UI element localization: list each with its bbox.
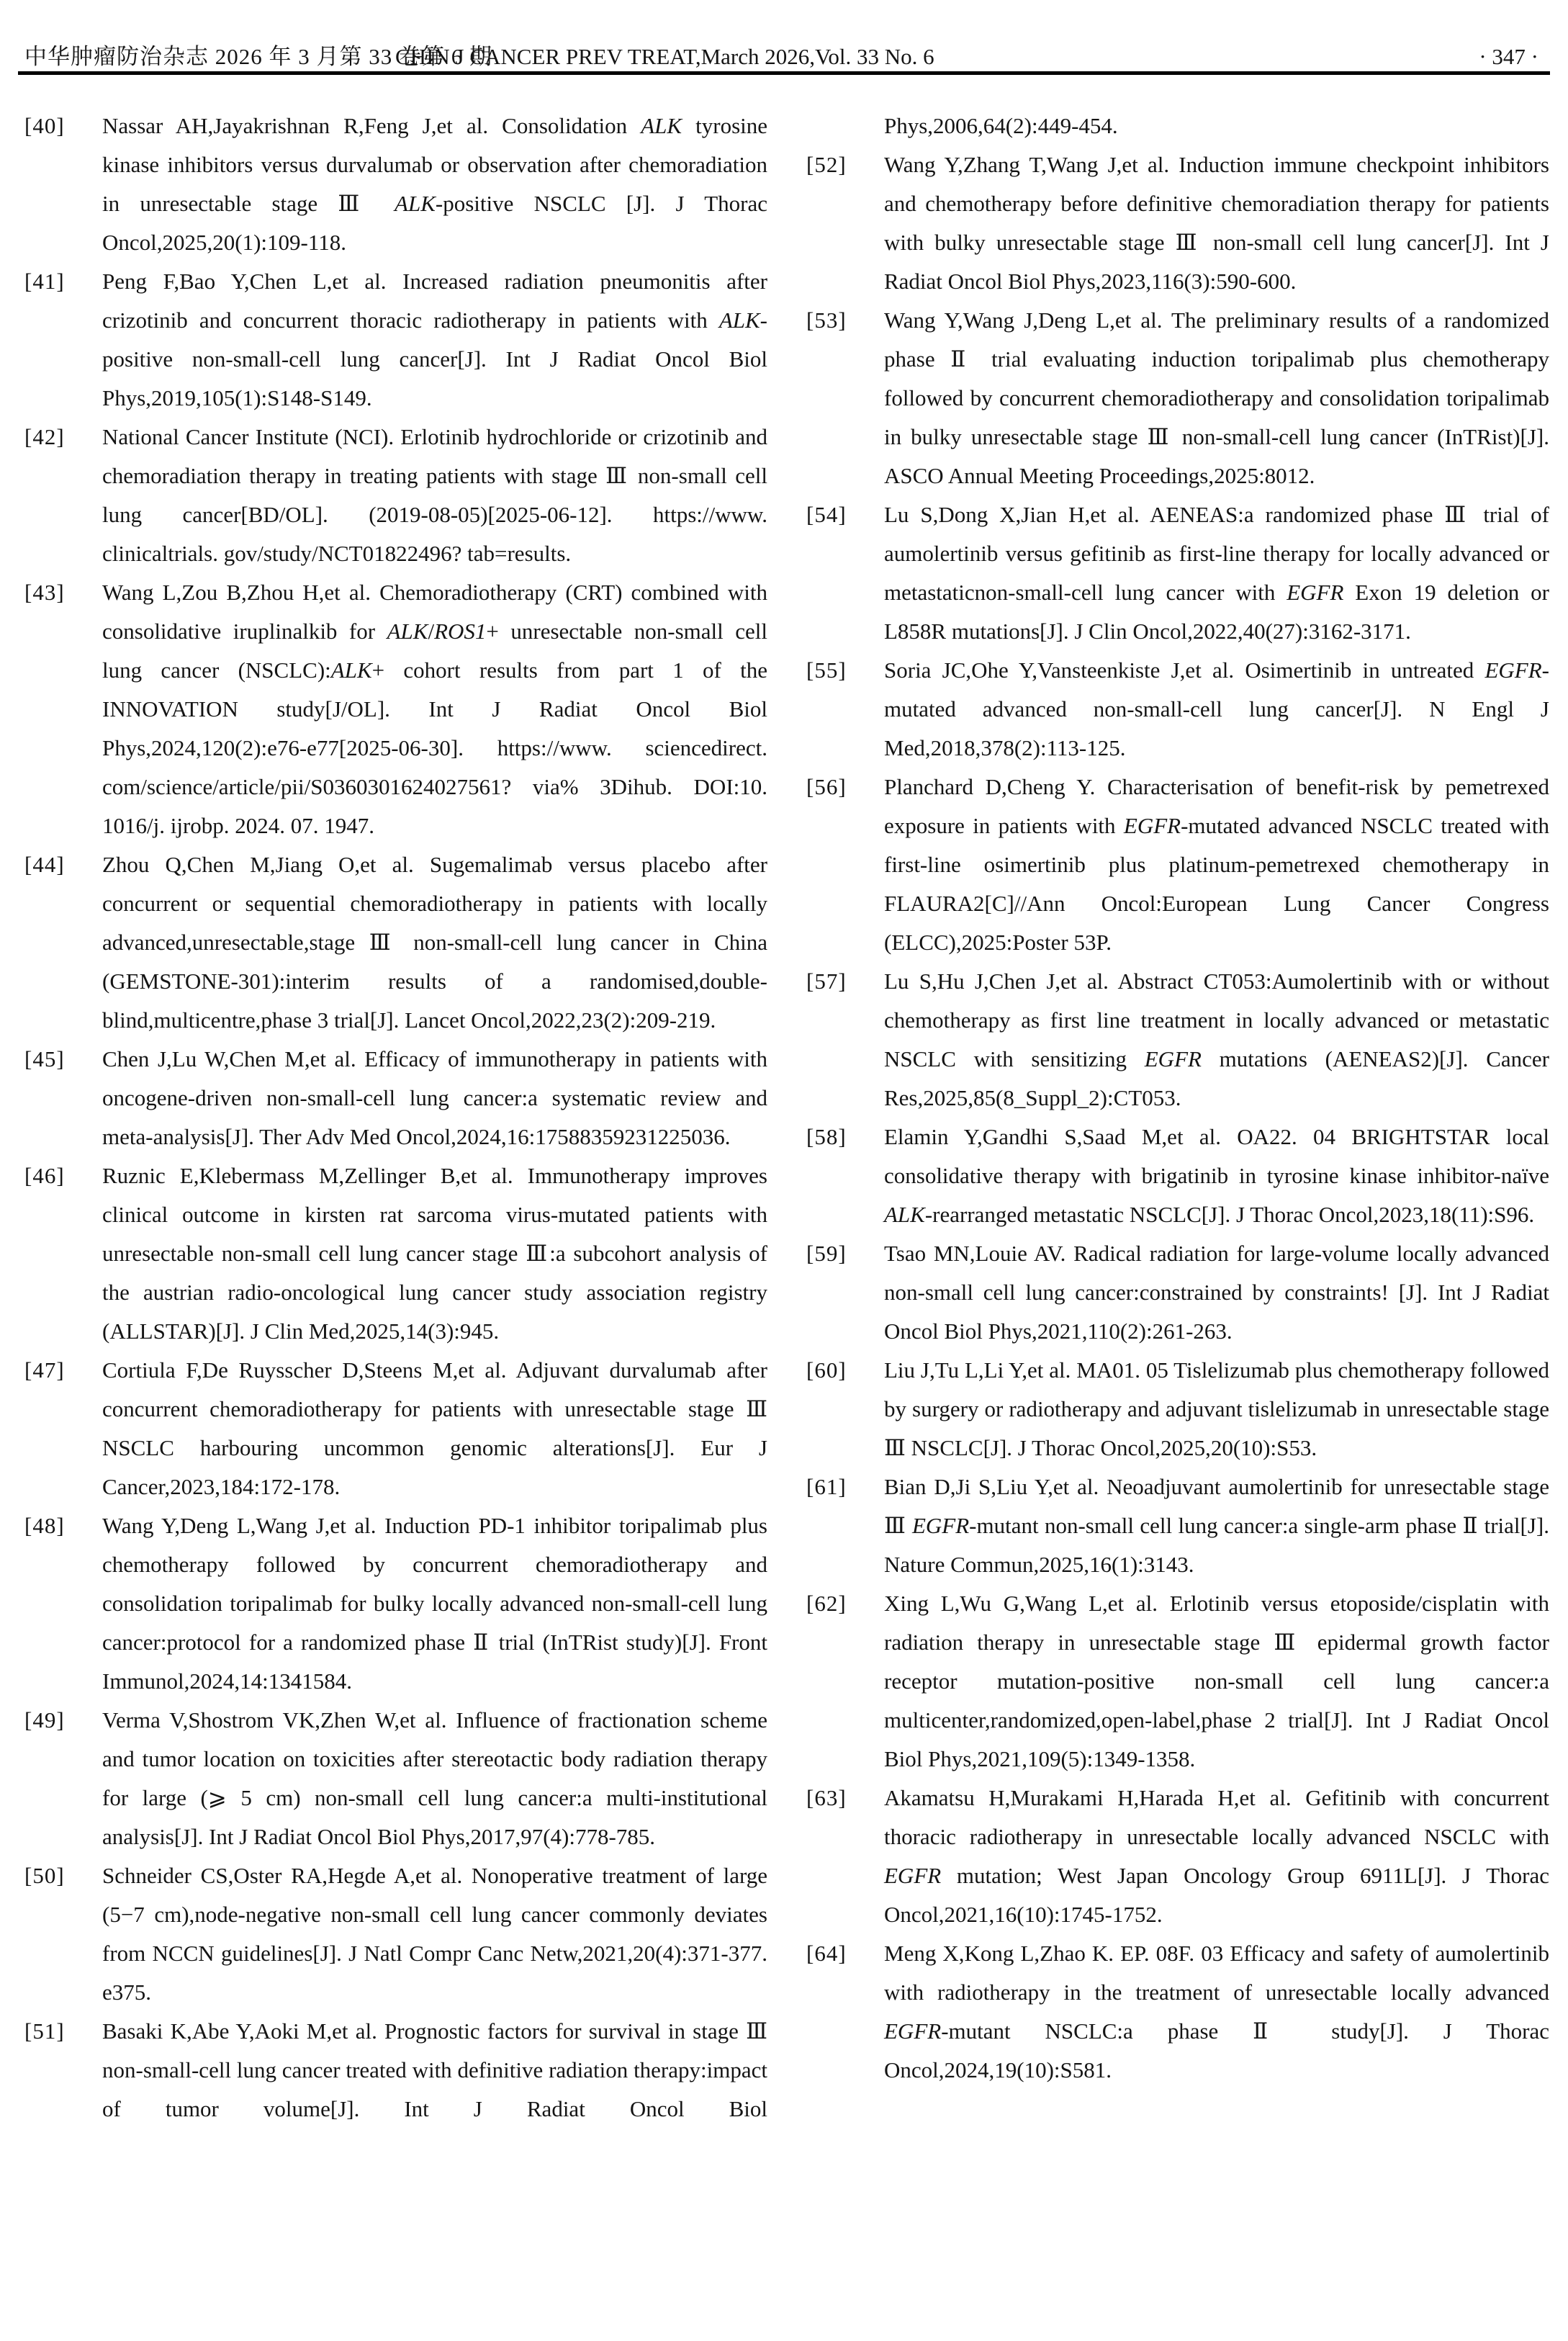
reference-number: [40] (24, 113, 65, 138)
reference-item (24, 1506, 767, 1701)
page-number: · 347 · (1479, 44, 1538, 69)
reference-text: Verma V,Shostrom VK,Zhen W,et al. Influence of fractionation scheme and tumor location on toxicities after stereotactic body radiation therapy for large (⩾ 5 cm) non-small cell lung cancer:a multi-institutional analysis[J]. Int J Radiat Oncol Biol Phys,2017,97(4):778-785. (102, 1707, 767, 1849)
reference-continuation (806, 107, 1549, 145)
reference-text: Peng F,Bao Y,Chen L,et al. Increased radiation pneumonitis after crizotinib and concurrent thoracic radiotherapy in patients with ALK-positive non-small-cell lung cancer[J]. Int J Radiat Oncol Biol Phys,2019,105(1):S148-S149. (102, 269, 767, 410)
reference-number: [52] (806, 152, 847, 177)
reference-item (806, 301, 1549, 495)
reference-number: [46] (24, 1163, 65, 1188)
reference-text: National Cancer Institute (NCI). Erlotinib hydrochloride or crizotinib and chemoradiation therapy in treating patients with stage Ⅲ non-small cell lung cancer[BD/OL]. (2019-08-05)[2025-06-12]. https://www. clinicaltrials. gov/study/NCT01822496? tab=results. (102, 424, 767, 566)
reference-number: [57] (806, 969, 847, 994)
reference-item (24, 1701, 767, 1856)
reference-number: [59] (806, 1241, 847, 1266)
reference-item (24, 1040, 767, 1156)
reference-number: [50] (24, 1863, 65, 1888)
reference-item (24, 573, 767, 845)
reference-item (24, 1856, 767, 2012)
reference-text: Chen J,Lu W,Chen M,et al. Efficacy of immunotherapy in patients with oncogene-driven non-small-cell lung cancer:a systematic review and meta-analysis[J]. Ther Adv Med Oncol,2024,16:17588359231225036. (102, 1046, 767, 1149)
reference-item (806, 1234, 1549, 1351)
reference-item (24, 262, 767, 418)
journal-title-en: CHIN J CANCER PREV TREAT,March 2026,Vol. 33 No. 6 (395, 44, 934, 69)
reference-number: [51] (24, 2018, 65, 2044)
reference-text: Xing L,Wu G,Wang L,et al. Erlotinib versus etoposide/cisplatin with radiation therapy in unresectable stage Ⅲ epidermal growth factor receptor mutation-positive non-small cell lung cancer:a multicenter,randomized,open-label,phase 2 trial[J]. Int J Radiat Oncol Biol Phys,2021,109(5):1349-1358. (884, 1591, 1549, 1771)
reference-text: Wang L,Zou B,Zhou H,et al. Chemoradiotherapy (CRT) combined with consolidative iruplinalkib for ALK/ROS1+ unresectable non-small cell lung cancer (NSCLC):ALK+ cohort results from part 1 of the INNOVATION study[J/OL]. Int J Radiat Oncol Biol Phys,2024,120(2):e76-e77[2025-06-30]. https://www. sciencedirect. com/science/article/pii/S0360301624027561? via% 3Dihub. DOI:10. 1016/j. ijrobp. 2024. 07. 1947. (102, 580, 767, 838)
reference-text: Phys,2006,64(2):449-454. (884, 113, 1118, 138)
reference-item (24, 1351, 767, 1506)
reference-number: [41] (24, 269, 65, 294)
reference-item (24, 418, 767, 573)
reference-item (24, 107, 767, 262)
reference-item (806, 962, 1549, 1118)
reference-number: [49] (24, 1707, 65, 1733)
reference-number: [45] (24, 1046, 65, 1071)
reference-item (806, 1118, 1549, 1234)
reference-number: [44] (24, 852, 65, 877)
reference-item (806, 145, 1549, 301)
reference-text: Bian D,Ji S,Liu Y,et al. Neoadjuvant aumolertinib for unresectable stage Ⅲ EGFR-mutant non-small cell lung cancer:a single-arm phase Ⅱ trial[J]. Nature Commun,2025,16(1):3143. (884, 1474, 1549, 1577)
reference-item (24, 1156, 767, 1351)
reference-number: [54] (806, 502, 847, 527)
reference-number: [43] (24, 580, 65, 605)
reference-text: Wang Y,Wang J,Deng L,et al. The preliminary results of a randomized phase Ⅱ trial evaluating induction toripalimab plus chemotherapy followed by concurrent chemoradiotherapy and consolidation toripalimab in bulky unresectable stage Ⅲ non-small-cell lung cancer (InTRist)[J]. ASCO Annual Meeting Proceedings,2025:8012. (884, 307, 1549, 488)
reference-number: [64] (806, 1941, 847, 1966)
reference-text: Schneider CS,Oster RA,Hegde A,et al. Nonoperative treatment of large (5−7 cm),node-negative non-small cell lung cancer commonly deviates from NCCN guidelines[J]. J Natl Compr Canc Netw,2021,20(4):371-377. e375. (102, 1863, 767, 2005)
reference-item (24, 2012, 767, 2129)
references-column-left (24, 107, 767, 2339)
reference-item (806, 1351, 1549, 1468)
reference-item (24, 845, 767, 1040)
reference-text: Lu S,Hu J,Chen J,et al. Abstract CT053:Aumolertinib with or without chemotherapy as first line treatment in locally advanced or metastatic NSCLC with sensitizing EGFR mutations (AENEAS2)[J]. Cancer Res,2025,85(8_Suppl_2):CT053. (884, 969, 1549, 1110)
journal-title-cn: 中华肿瘤防治杂志 2026 年 3 月第 33 卷第 6 期 (24, 44, 492, 69)
reference-number: [47] (24, 1357, 65, 1383)
reference-text: Liu J,Tu L,Li Y,et al. MA01. 05 Tislelizumab plus chemotherapy followed by surgery or radiotherapy and adjuvant tislelizumab in unresectable stage Ⅲ NSCLC[J]. J Thorac Oncol,2025,20(10):S53. (884, 1357, 1549, 1460)
reference-number: [61] (806, 1474, 847, 1499)
reference-text: Planchard D,Cheng Y. Characterisation of benefit-risk by pemetrexed exposure in patients with EGFR-mutated advanced NSCLC treated with first-line osimertinib plus platinum-pemetrexed chemotherapy in FLAURA2[C]//Ann Oncol:European Lung Cancer Congress (ELCC),2025:Poster 53P. (884, 774, 1549, 955)
reference-text: Wang Y,Deng L,Wang J,et al. Induction PD-1 inhibitor toripalimab plus chemotherapy followed by concurrent chemoradiotherapy and consolidation toripalimab for bulky locally advanced non-small-cell lung cancer:protocol for a randomized phase Ⅱ trial (InTRist study)[J]. Front Immunol,2024,14:1341584. (102, 1513, 767, 1694)
reference-text: Cortiula F,De Ruysscher D,Steens M,et al. Adjuvant durvalumab after concurrent chemoradiotherapy for patients with unresectable stage Ⅲ NSCLC harbouring uncommon genomic alterations[J]. Eur J Cancer,2023,184:172-178. (102, 1357, 767, 1499)
reference-number: [56] (806, 774, 847, 799)
reference-number: [60] (806, 1357, 847, 1383)
reference-item (806, 651, 1549, 768)
reference-number: [63] (806, 1785, 847, 1810)
reference-text: Nassar AH,Jayakrishnan R,Feng J,et al. Consolidation ALK tyrosine kinase inhibitors versus durvalumab or observation after chemoradiation in unresectable stage Ⅲ ALK-positive NSCLC [J]. J Thorac Oncol,2025,20(1):109-118. (102, 113, 767, 255)
reference-number: [62] (806, 1591, 847, 1616)
references-column-right (806, 107, 1549, 2339)
reference-number: [42] (24, 424, 65, 449)
reference-item (806, 1934, 1549, 2090)
reference-number: [55] (806, 657, 847, 683)
header-divider (18, 71, 1550, 75)
page-header (0, 37, 1568, 73)
reference-text: Lu S,Dong X,Jian H,et al. AENEAS:a randomized phase Ⅲ trial of aumolertinib versus gefitinib as first-line therapy for locally advanced or metastaticnon-small-cell lung cancer with EGFR Exon 19 deletion or L858R mutations[J]. J Clin Oncol,2022,40(27):3162-3171. (884, 502, 1549, 644)
reference-number: [48] (24, 1513, 65, 1538)
reference-text: Tsao MN,Louie AV. Radical radiation for large-volume locally advanced non-small cell lung cancer:constrained by constraints! [J]. Int J Radiat Oncol Biol Phys,2021,110(2):261-263. (884, 1241, 1549, 1344)
reference-item (806, 1584, 1549, 1779)
reference-item (806, 495, 1549, 651)
reference-number: [58] (806, 1124, 847, 1149)
reference-text: Ruznic E,Klebermass M,Zellinger B,et al. Immunotherapy improves clinical outcome in kirsten rat sarcoma virus-mutated patients with unresectable non-small cell lung cancer stage Ⅲ:a subcohort analysis of the austrian radio-oncological lung cancer study association registry (ALLSTAR)[J]. J Clin Med,2025,14(3):945. (102, 1163, 767, 1344)
reference-text: Akamatsu H,Murakami H,Harada H,et al. Gefitinib with concurrent thoracic radiotherapy in unresectable locally advanced NSCLC with EGFR mutation; West Japan Oncology Group 6911L[J]. J Thorac Oncol,2021,16(10):1745-1752. (884, 1785, 1549, 1927)
reference-text: Basaki K,Abe Y,Aoki M,et al. Prognostic factors for survival in stage Ⅲ non-small-cell lung cancer treated with definitive radiation therapy:impact of tumor volume[J]. Int J Radiat Oncol Biol (102, 2018, 767, 2121)
reference-item (806, 1468, 1549, 1584)
reference-text: Zhou Q,Chen M,Jiang O,et al. Sugemalimab versus placebo after concurrent or sequential chemoradiotherapy in patients with locally advanced,unresectable,stage Ⅲ non-small-cell lung cancer in China (GEMSTONE-301):interim results of a randomised,double-blind,multicentre,phase 3 trial[J]. Lancet Oncol,2022,23(2):209-219. (102, 852, 767, 1033)
reference-text: Soria JC,Ohe Y,Vansteenkiste J,et al. Osimertinib in untreated EGFR-mutated advanced non-small-cell lung cancer[J]. N Engl J Med,2018,378(2):113-125. (884, 657, 1549, 760)
reference-text: Meng X,Kong L,Zhao K. EP. 08F. 03 Efficacy and safety of aumolertinib with radiotherapy in the treatment of unresectable locally advanced EGFR-mutant NSCLC:a phase Ⅱ study[J]. J Thorac Oncol,2024,19(10):S581. (884, 1941, 1549, 2082)
reference-item (806, 768, 1549, 962)
reference-text: Elamin Y,Gandhi S,Saad M,et al. OA22. 04 BRIGHTSTAR local consolidative therapy with brigatinib in tyrosine kinase inhibitor-naïve ALK-rearranged metastatic NSCLC[J]. J Thorac Oncol,2023,18(11):S96. (884, 1124, 1549, 1227)
reference-number: [53] (806, 307, 847, 333)
reference-item (806, 1779, 1549, 1934)
reference-text: Wang Y,Zhang T,Wang J,et al. Induction immune checkpoint inhibitors and chemotherapy before definitive chemoradiation therapy for patients with bulky unresectable stage Ⅲ non-small cell lung cancer[J]. Int J Radiat Oncol Biol Phys,2023,116(3):590-600. (884, 152, 1549, 294)
